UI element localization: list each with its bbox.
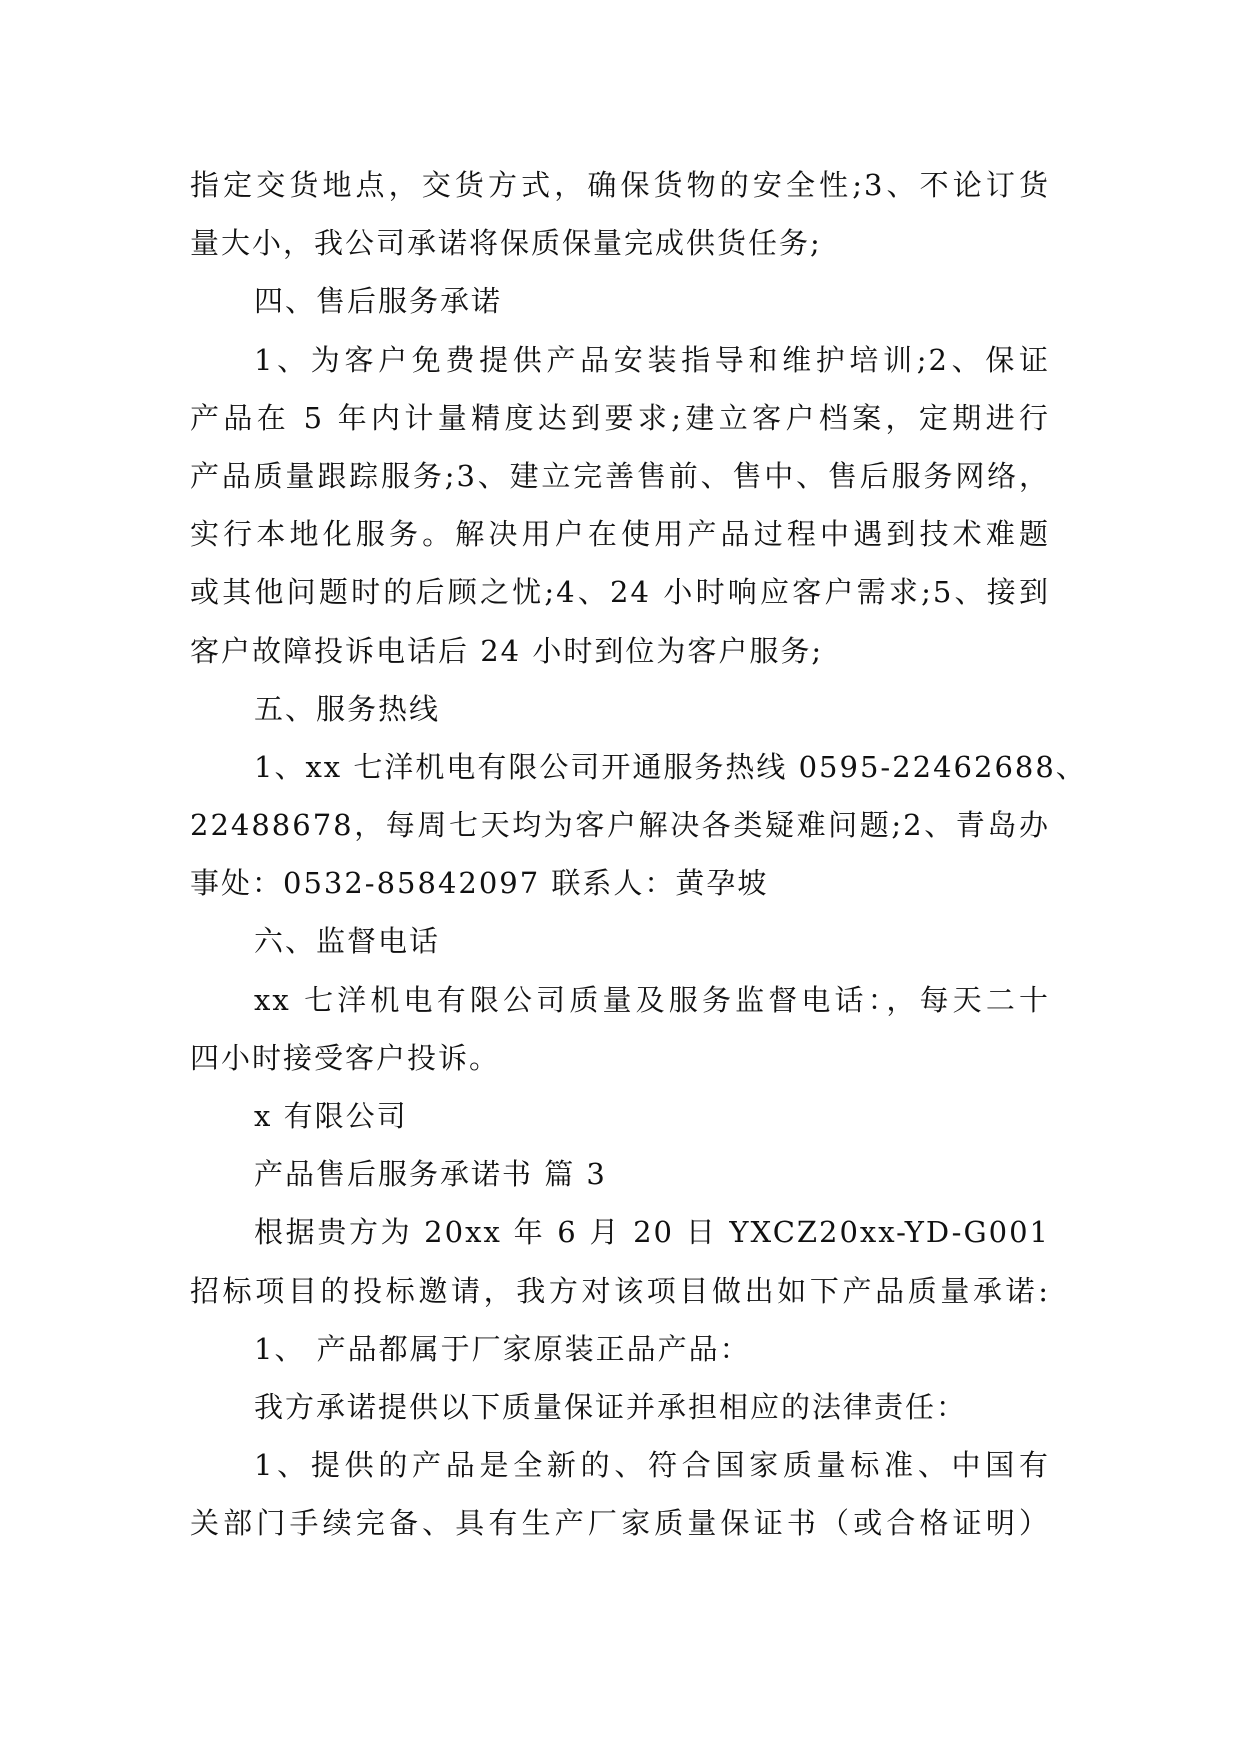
- section-heading: 四、售后服务承诺: [254, 284, 503, 319]
- text-line: 我方承诺提供以下质量保证并承担相应的法律责任：: [254, 1389, 968, 1424]
- document-title: 产品售后服务承诺书 篇 3: [254, 1157, 607, 1192]
- text-line: 招标项目的投标邀请，我方对该项目做出如下产品质量承诺:: [190, 1273, 1050, 1308]
- document-body: [190, 156, 1087, 1553]
- text-line: 指定交货地点，交货方式，确保货物的安全性;3、不论订货: [190, 168, 1050, 202]
- text-line: 1、提供的产品是全新的、符合国家质量标准、中国有: [254, 1448, 1050, 1483]
- text-line: 事处：0532-85842097 联系人：黄孕坡: [190, 866, 769, 901]
- section-heading: 六、监督电话: [254, 924, 441, 959]
- text-line: 1、为客户免费提供产品安装指导和维护培训;2、保证: [254, 342, 1050, 377]
- text-line: 产品在 5 年内计量精度达到要求;建立客户档案，定期进行: [190, 400, 1050, 435]
- text-line: xx 七洋机电有限公司质量及服务监督电话：，每天二十: [254, 982, 1050, 1017]
- text-line: 产品质量跟踪服务;3、建立完善售前、售中、售后服务网络，: [190, 458, 1050, 493]
- company-name: x 有限公司: [254, 1099, 408, 1133]
- text-line: 客户故障投诉电话后 24 小时到位为客户服务;: [190, 633, 824, 668]
- section-heading: 五、服务热线: [254, 691, 441, 726]
- text-line: 量大小，我公司承诺将保质保量完成供货任务;: [190, 226, 822, 261]
- text-line: 1、xx 七洋机电有限公司开通服务热线 0595-22462688、: [254, 749, 1087, 784]
- text-line: 实行本地化服务。解决用户在使用产品过程中遇到技术难题: [190, 517, 1050, 552]
- text-line: 四小时接受客户投诉。: [190, 1040, 501, 1075]
- text-line: 1、 产品都属于厂家原装正品产品：: [254, 1331, 751, 1366]
- text-line: 22488678，每周七天均为客户解决各类疑难问题;2、青岛办: [190, 808, 1050, 843]
- text-line: 或其他问题时的后顾之忧;4、24 小时响应客户需求;5、接到: [190, 575, 1050, 610]
- text-line: 关部门手续完备、具有生产厂家质量保证书（或合格证明）: [190, 1506, 1050, 1541]
- text-line: 根据贵方为 20xx 年 6 月 20 日 YXCZ20xx-YD-G001: [254, 1215, 1050, 1250]
